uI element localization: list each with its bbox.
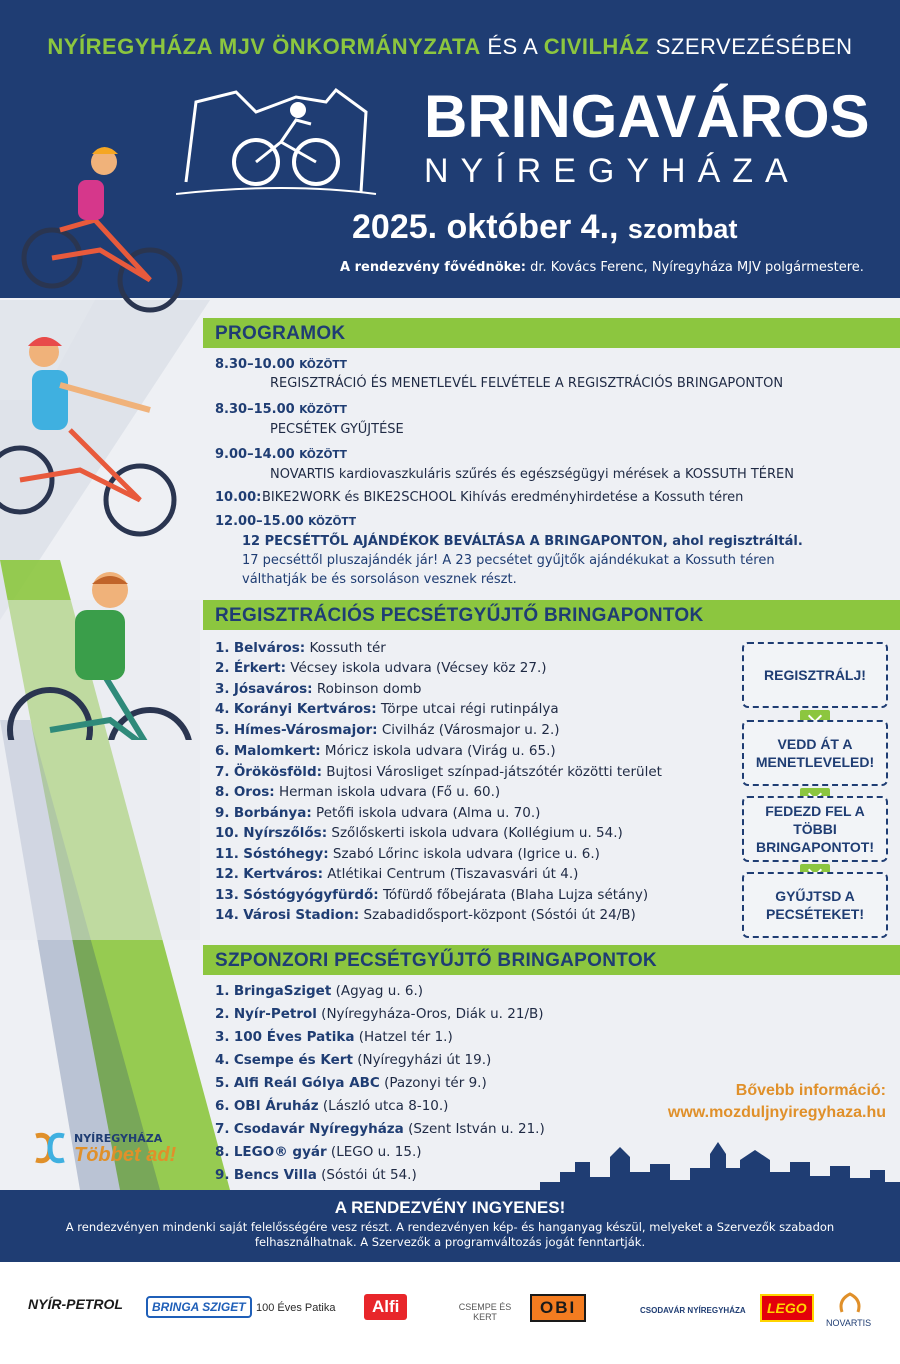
step-collect: GYŰJTSD A PECSÉTEKET! <box>742 872 888 938</box>
sponsor-logo: NOVARTIS <box>826 1318 872 1328</box>
sponsor-logo: LEGO <box>760 1294 814 1322</box>
organizer-line: NYÍREGYHÁZA MJV ÖNKORMÁNYZATA ÉS A CIVILHÁZ SZERVEZÉSÉBEN <box>47 34 853 59</box>
sponsor-logo: CSEMPE ÉS KERT <box>458 1302 512 1322</box>
list-item: 7. Csodavár Nyíregyháza (Szent István u. 21.) <box>215 1121 545 1137</box>
list-item: 12. Kertváros: Atlétikai Centrum (Tiszavasvári út 4.) <box>215 866 579 882</box>
list-item: 7. Örökösföld: Bujtosi Városliget színpad-játszótér közötti terület <box>215 764 662 780</box>
list-item: 3. 100 Éves Patika (Hatzel tér 1.) <box>215 1029 453 1045</box>
sponsor-logo: NYÍR-PETROL <box>28 1296 123 1312</box>
sponsor-logo: CSODAVÁR NYÍREGYHÁZA <box>640 1306 746 1315</box>
list-item: 9. Borbánya: Petőfi iskola udvara (Alma u. 70.) <box>215 805 541 821</box>
info-url[interactable]: www.mozduljnyiregyhaza.hu <box>667 1104 886 1121</box>
list-item: 5. Hímes-Városmajor: Civilház (Városmajor u. 2.) <box>215 722 560 738</box>
list-item: 6. OBI Áruház (László utca 8-10.) <box>215 1098 449 1114</box>
list-item: 2. Nyír-Petrol (Nyíregyháza-Oros, Diák u. 21/B) <box>215 1006 544 1022</box>
sponsor-logo: OBI <box>530 1294 586 1322</box>
event-date: 2025. október 4., szombat <box>352 208 738 246</box>
checkpoints-heading-bar <box>203 600 900 630</box>
list-item: 13. Sóstógyógyfürdő: Tófürdő főbejárata (Blaha Lujza sétány) <box>215 887 649 903</box>
patron-line: A rendezvény fővédnöke: dr. Kovács Ferenc, Nyíregyháza MJV polgármestere. <box>340 260 864 275</box>
city-logo-icon <box>32 1130 68 1166</box>
programs-heading: PROGRAMOK <box>215 323 346 344</box>
info-label: Bővebb információ: <box>735 1082 886 1099</box>
list-item: 5. Alfi Reál Gólya ABC (Pazonyi tér 9.) <box>215 1075 487 1091</box>
program-time: 9.00–14.00 KÖZÖTT <box>215 447 347 462</box>
program-time: 12.00–15.00 KÖZÖTT <box>215 514 356 529</box>
program-desc: 17 pecséttől pluszajándék jár! A 23 pecsétet gyűjtők ajándékukat a Kossuth téren <box>242 553 775 568</box>
list-item: 4. Csempe és Kert (Nyíregyházi út 19.) <box>215 1052 492 1068</box>
cyclists-illustration <box>0 140 220 740</box>
list-item: 8. Oros: Herman iskola udvara (Fő u. 60.) <box>215 784 501 800</box>
program-desc: 12 PECSÉTTŐL AJÁNDÉKOK BEVÁLTÁSA A BRINGAPONTON, ahol regisztráltál. <box>242 534 803 549</box>
step-register: REGISZTRÁLJ! <box>742 642 888 708</box>
list-item: 6. Malomkert: Móricz iskola udvara (Virág u. 65.) <box>215 743 556 759</box>
checkpoints-heading: REGISZTRÁCIÓS PECSÉTGYŰJTŐ BRINGAPONTOK <box>215 605 704 626</box>
list-item: 1. Belváros: Kossuth tér <box>215 640 386 656</box>
list-item: 3. Jósaváros: Robinson domb <box>215 681 422 697</box>
sponsor-points-heading: SZPONZORI PECSÉTGYŰJTŐ BRINGAPONTOK <box>215 950 657 971</box>
program-time: 8.30–15.00 KÖZÖTT <box>215 402 347 417</box>
list-item: 11. Sóstóhegy: Szabó Lőrinc iskola udvara (Igrice u. 6.) <box>215 846 600 862</box>
city-skyline <box>540 1142 900 1192</box>
free-entry-notice: A RENDEZVÉNY INGYENES! <box>334 1198 566 1217</box>
program-time: 8.30–10.00 KÖZÖTT <box>215 357 347 372</box>
program-desc: válthatják be és sorsoláson vesznek részt. <box>242 572 517 587</box>
step-get-sheet: VEDD ÁT A MENETLEVELED! <box>742 720 888 786</box>
list-item: 8. LEGO® gyár (LEGO u. 15.) <box>215 1144 422 1160</box>
list-item: 14. Városi Stadion: Szabadidősport-központ (Sóstói út 24/B) <box>215 907 636 923</box>
programs-heading-bar <box>203 318 900 348</box>
footer <box>0 1190 900 1262</box>
program-desc: BIKE2WORK és BIKE2SCHOOL Kihívás eredményhirdetése a Kossuth téren <box>262 490 744 505</box>
event-title: BRINGAVÁROS <box>424 83 870 150</box>
program-desc: REGISZTRÁCIÓ ÉS MENETLEVÉL FELVÉTELE A REGISZTRÁCIÓS BRINGAPONTON <box>270 376 784 391</box>
program-time: 10.00: <box>215 490 262 505</box>
city-logo-bottom: Többet ad! <box>74 1144 177 1166</box>
city-logo-top: NYÍREGYHÁZA <box>74 1132 163 1145</box>
program-desc: NOVARTIS kardiovaszkuláris szűrés és egészségügyi mérések a KOSSUTH TÉREN <box>270 467 794 482</box>
sponsor-logo: Alfi <box>364 1294 407 1320</box>
list-item: 1. BringaSziget (Agyag u. 6.) <box>215 983 424 999</box>
list-item: 4. Korányi Kertváros: Törpe utcai régi rutinpálya <box>215 701 559 717</box>
list-item: 9. Bencs Villa (Sóstói út 54.) <box>215 1167 417 1183</box>
info-block <box>668 1080 886 1124</box>
list-item: 2. Érkert: Vécsey iskola udvara (Vécsey köz 27.) <box>215 660 547 676</box>
novartis-icon <box>838 1292 862 1314</box>
sponsor-logo: BRINGA SZIGET <box>146 1296 252 1318</box>
list-item: 10. Nyírszőlős: Szőlőskerti iskola udvara (Kollégium u. 54.) <box>215 825 623 841</box>
sponsor-points-heading-bar <box>203 945 900 975</box>
event-subtitle: NYÍREGYHÁZA <box>424 152 800 190</box>
disclaimer: A rendezvényen mindenki saját felelősségére vesz részt. A rendezvényen kép- és hanganyag készül, melyeket a Szervezők szabadon felhasználhatnak. A Szervezők a programváltozás jogát fenntartják. <box>65 1220 835 1249</box>
program-desc: PECSÉTEK GYŰJTÉSE <box>270 422 404 437</box>
sponsor-logo: 100 Éves Patika <box>256 1302 336 1314</box>
step-discover: FEDEZD FEL A TÖBBI BRINGAPONTOT! <box>742 796 888 862</box>
sponsor-logos <box>0 1262 900 1364</box>
